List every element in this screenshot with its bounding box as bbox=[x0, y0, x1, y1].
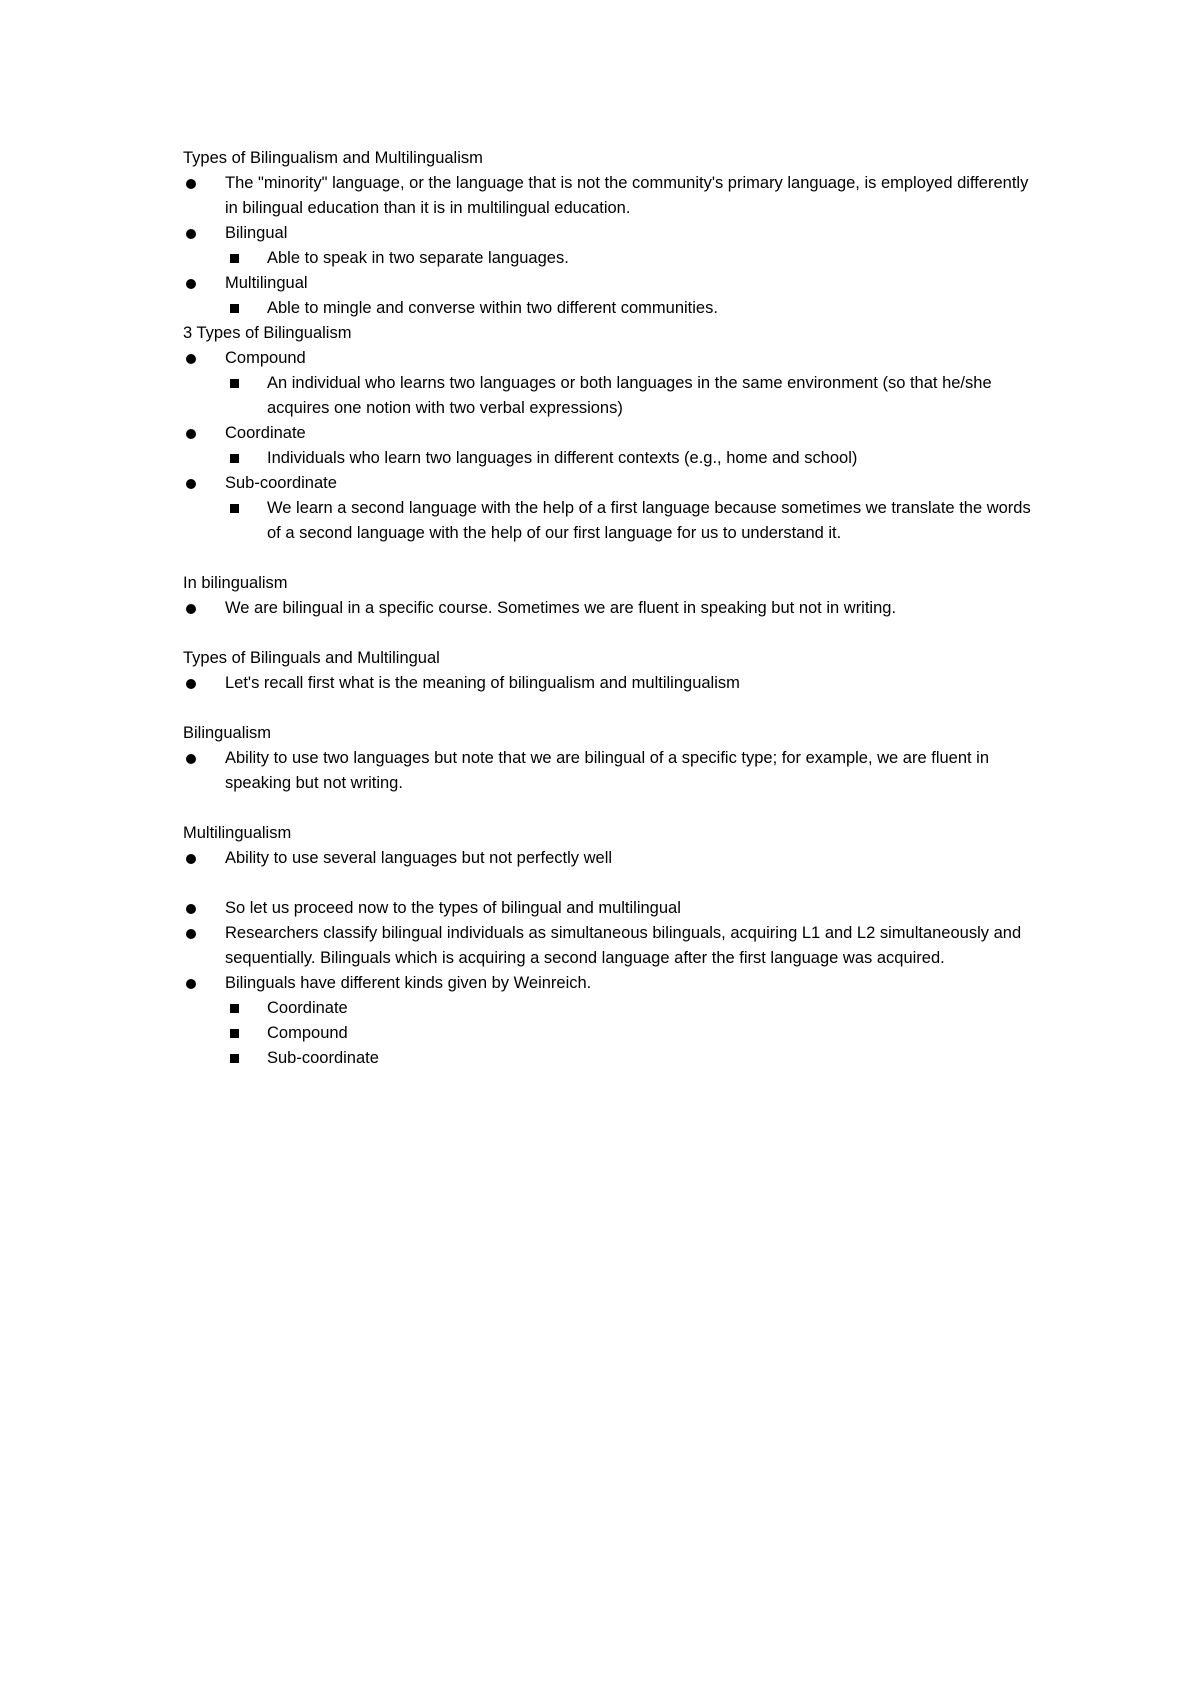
bullet-item bbox=[183, 471, 1033, 496]
bullet-item bbox=[183, 271, 1033, 296]
bullet-item bbox=[183, 421, 1033, 446]
bullet-item bbox=[183, 221, 1033, 246]
round-bullet-icon bbox=[186, 179, 196, 189]
bullet-text: The "minority" language, or the language that is not the community's primary language, is employed differently in bilingual education than it is in multilingual education. bbox=[225, 174, 1029, 217]
round-bullet-icon bbox=[186, 479, 196, 489]
blank-line bbox=[183, 621, 1033, 646]
blank-line bbox=[183, 546, 1033, 571]
bullet-item bbox=[183, 671, 1033, 696]
sub-bullet-item bbox=[183, 1021, 1033, 1046]
sub-bullet-text: Sub-coordinate bbox=[267, 1049, 379, 1067]
bullet-text: Ability to use two languages but note that we are bilingual of a specific type; for example, we are fluent in speaking but not writing. bbox=[225, 749, 990, 792]
round-bullet-icon bbox=[186, 679, 196, 689]
round-bullet-icon bbox=[186, 929, 196, 939]
bullet-item bbox=[183, 896, 1033, 921]
blank-line bbox=[183, 796, 1033, 821]
blank-line bbox=[183, 871, 1033, 896]
document-body bbox=[183, 146, 1033, 1071]
bullet-item bbox=[183, 746, 1033, 796]
square-bullet-icon bbox=[230, 454, 239, 463]
section-heading: In bilingualism bbox=[183, 574, 288, 592]
sub-bullet-text: Compound bbox=[267, 1024, 348, 1042]
round-bullet-icon bbox=[186, 754, 196, 764]
round-bullet-icon bbox=[186, 604, 196, 614]
bullet-text: We are bilingual in a specific course. Sometimes we are fluent in speaking but not in writing. bbox=[225, 599, 897, 617]
sub-bullet-item bbox=[183, 371, 1033, 421]
round-bullet-icon bbox=[186, 904, 196, 914]
sub-bullet-text: Coordinate bbox=[267, 999, 348, 1017]
sub-bullet-text: Able to speak in two separate languages. bbox=[267, 249, 569, 267]
bullet-text: So let us proceed now to the types of bilingual and multilingual bbox=[225, 899, 681, 917]
bullet-text: Let's recall first what is the meaning of bilingualism and multilingualism bbox=[225, 674, 740, 692]
bullet-text: Coordinate bbox=[225, 424, 306, 442]
square-bullet-icon bbox=[230, 379, 239, 388]
bullet-text: Bilinguals have different kinds given by Weinreich. bbox=[225, 974, 592, 992]
sub-bullet-text: We learn a second language with the help of a first language because sometimes we translate the words of a second language with the help of our first language for us to understand it. bbox=[267, 499, 1031, 542]
square-bullet-icon bbox=[230, 1054, 239, 1063]
bullet-text: Bilingual bbox=[225, 224, 288, 242]
bullet-item bbox=[183, 171, 1033, 221]
round-bullet-icon bbox=[186, 354, 196, 364]
section-heading: 3 Types of Bilingualism bbox=[183, 324, 352, 342]
sub-bullet-item bbox=[183, 246, 1033, 271]
square-bullet-icon bbox=[230, 1029, 239, 1038]
section-heading: Types of Bilingualism and Multilingualism bbox=[183, 149, 483, 167]
bullet-item bbox=[183, 596, 1033, 621]
sub-bullet-text: An individual who learns two languages or both languages in the same environment (so that he/she acquires one notion with two verbal expressions) bbox=[267, 374, 992, 417]
square-bullet-icon bbox=[230, 504, 239, 513]
sub-bullet-item bbox=[183, 446, 1033, 471]
round-bullet-icon bbox=[186, 979, 196, 989]
round-bullet-icon bbox=[186, 229, 196, 239]
round-bullet-icon bbox=[186, 854, 196, 864]
bullet-text: Sub-coordinate bbox=[225, 474, 337, 492]
square-bullet-icon bbox=[230, 1004, 239, 1013]
sub-bullet-item bbox=[183, 496, 1033, 546]
bullet-text: Researchers classify bilingual individuals as simultaneous bilinguals, acquiring L1 and L2 simultaneously and sequentially. Bilinguals which is acquiring a second language after the first language was acquired. bbox=[225, 924, 1022, 967]
bullet-item bbox=[183, 846, 1033, 871]
section-heading: Types of Bilinguals and Multilingual bbox=[183, 649, 440, 667]
sub-bullet-item bbox=[183, 296, 1033, 321]
square-bullet-icon bbox=[230, 254, 239, 263]
sub-bullet-item bbox=[183, 1046, 1033, 1071]
bullet-item bbox=[183, 921, 1033, 971]
sub-bullet-item bbox=[183, 996, 1033, 1021]
section-heading: Bilingualism bbox=[183, 724, 272, 742]
sub-bullet-text: Individuals who learn two languages in different contexts (e.g., home and school) bbox=[267, 449, 858, 467]
bullet-item bbox=[183, 971, 1033, 996]
round-bullet-icon bbox=[186, 279, 196, 289]
blank-line bbox=[183, 696, 1033, 721]
bullet-text: Ability to use several languages but not perfectly well bbox=[225, 849, 613, 867]
bullet-text: Compound bbox=[225, 349, 306, 367]
round-bullet-icon bbox=[186, 429, 196, 439]
bullet-item bbox=[183, 346, 1033, 371]
bullet-text: Multilingual bbox=[225, 274, 308, 292]
sub-bullet-text: Able to mingle and converse within two different communities. bbox=[267, 299, 718, 317]
section-heading: Multilingualism bbox=[183, 824, 292, 842]
square-bullet-icon bbox=[230, 304, 239, 313]
